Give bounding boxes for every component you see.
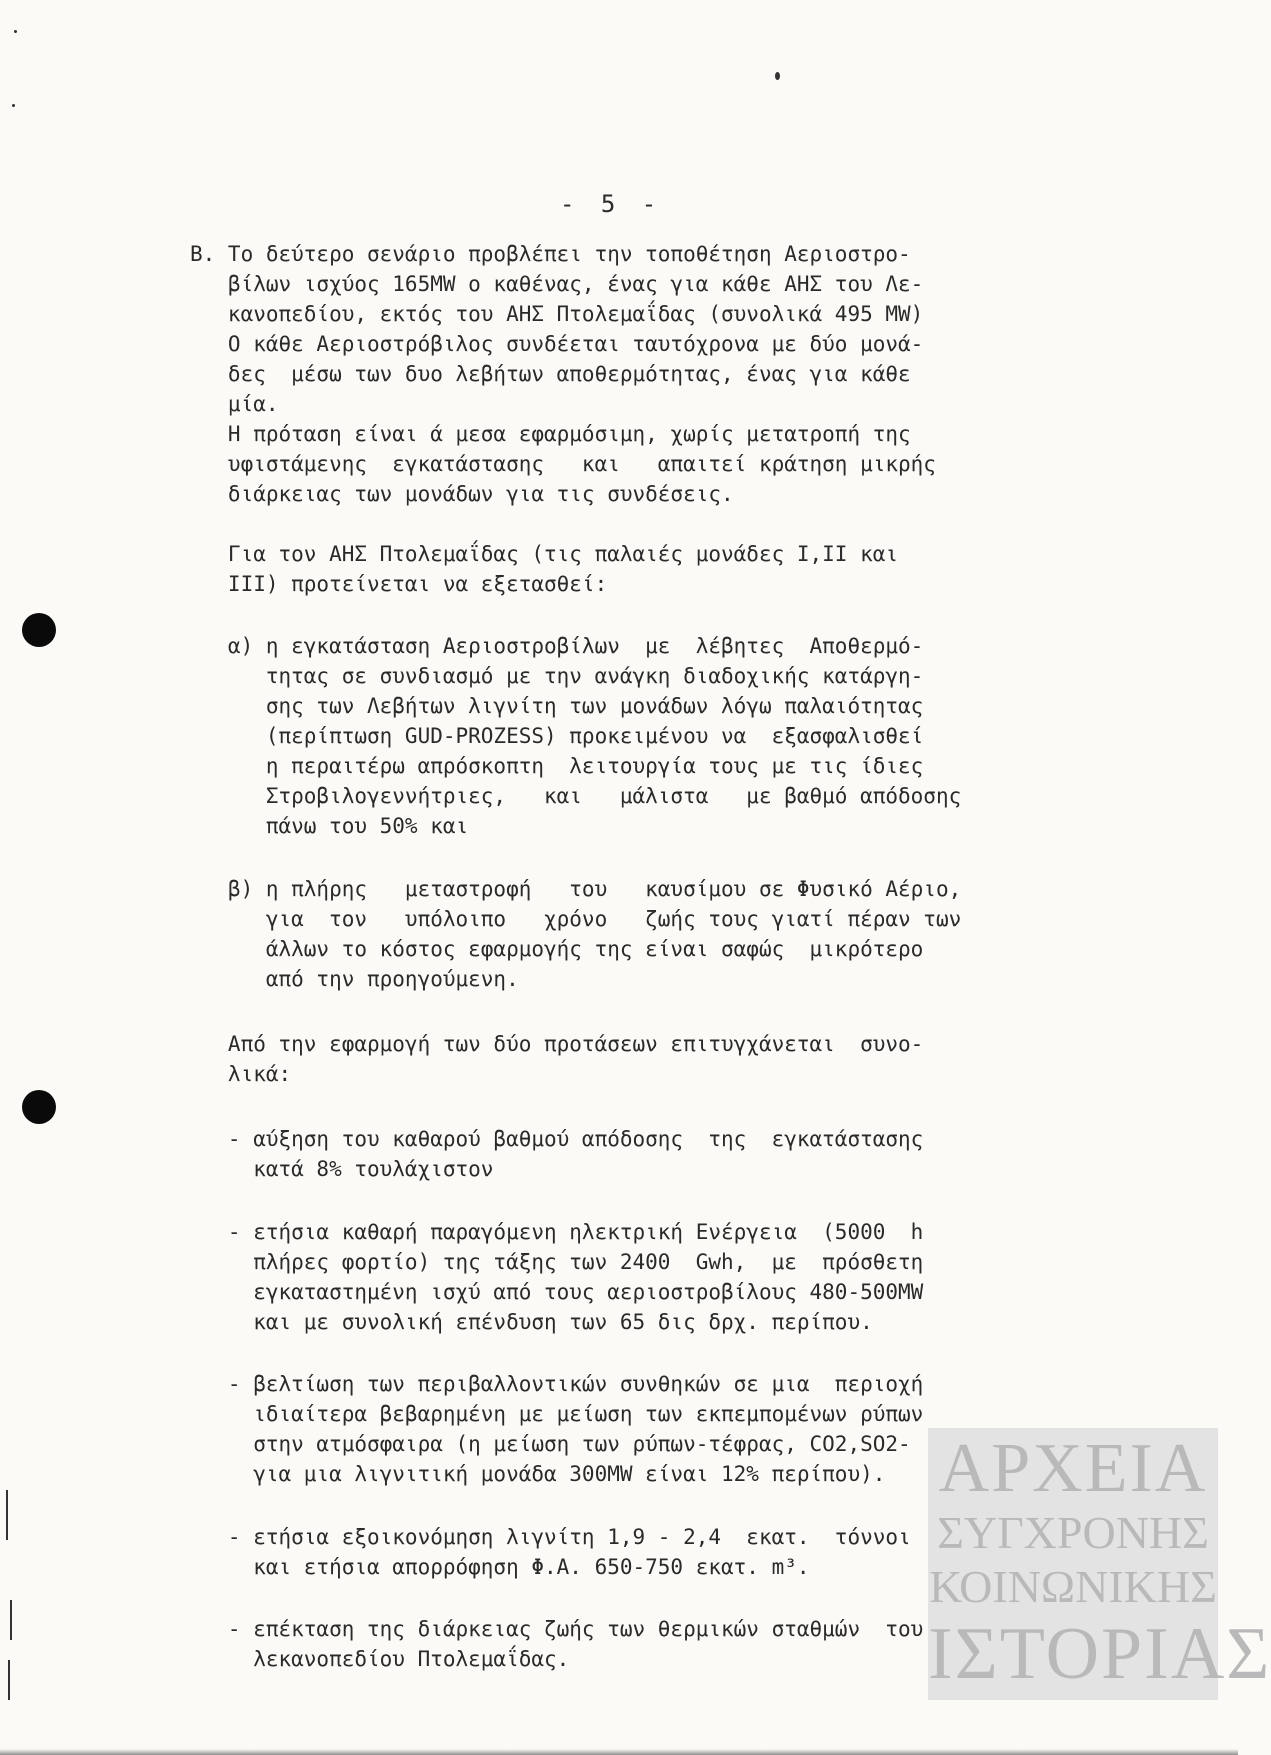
- text-line: β) η πλήρης μεταστροφή του καυσίμου σε Φυσικό Αέριο,: [190, 877, 962, 901]
- text-line: άλλων το κόστος εφαρμογής της είναι σαφώς μικρότερο: [190, 937, 924, 961]
- stamp-line: ΚΟΙΝΩΝΙΚΗΣ: [929, 1561, 1217, 1612]
- text-line: και με συνολική επένδυση των 65 δις δρχ. περίπου.: [190, 1310, 873, 1334]
- text-line: μία.: [190, 392, 279, 416]
- text-line: για τον υπόλοιπο χρόνο ζωής τους γιατί πέραν των: [190, 907, 962, 931]
- text-line: λεκανοπεδίου Πτολεμαΐδας.: [190, 1647, 570, 1671]
- speck: [12, 104, 15, 107]
- text-line: πάνω του 50% και: [190, 814, 469, 838]
- text-line: (περίπτωση GUD-PROZESS) προκειμένου να εξασφαλισθεί: [190, 724, 924, 748]
- edge-mark: [8, 1660, 10, 1700]
- text-line: εγκαταστημένη ισχύ από τους αεριοστροβίλους 480-500MW: [190, 1280, 924, 1304]
- speck: [14, 30, 17, 33]
- text-line: - ετήσια εξοικονόμηση λιγνίτη 1,9 - 2,4 εκατ. τόννοι: [190, 1525, 911, 1549]
- text-line: από την προηγούμενη.: [190, 967, 519, 991]
- edge-mark: [10, 1600, 12, 1640]
- text-line: πλήρες φορτίο) της τάξης των 2400 Gwh, με πρόσθετη: [190, 1250, 924, 1274]
- text-line: η περαιτέρω απρόσκοπτη λειτουργία τους με τις ίδιες: [190, 754, 924, 778]
- page-number: - 5 -: [560, 190, 663, 218]
- text-line: Στροβιλογεννήτριες, και μάλιστα με βαθμό απόδοσης: [190, 784, 962, 808]
- text-line: και ετήσια απορρόφηση Φ.Α. 650-750 εκατ. m³.: [190, 1555, 810, 1579]
- stamp-line: ΑΡΧΕΙΑ: [938, 1430, 1208, 1507]
- text-line: κατά 8% τουλάχιστον: [190, 1157, 494, 1181]
- scan-edge: [0, 1749, 1238, 1755]
- text-line: ιδιαίτερα βεβαρημένη με μείωση των εκπεμπομένων ρύπων: [190, 1402, 924, 1426]
- text-line: κανοπεδίου, εκτός του ΑΗΣ Πτολεμαΐδας (συνολικά 495 MW): [190, 302, 924, 326]
- text-line: Για τον ΑΗΣ Πτολεμαΐδας (τις παλαιές μονάδες Ι,ΙΙ και: [190, 542, 899, 566]
- text-line: Β. Το δεύτερο σενάριο προβλέπει την τοποθέτηση Αεριοστρο-: [190, 242, 911, 266]
- text-line: βίλων ισχύος 165MW ο καθένας, ένας για κάθε ΑΗΣ του Λε-: [190, 272, 924, 296]
- text-line: λικά:: [190, 1062, 292, 1086]
- text-line: - αύξηση του καθαρού βαθμού απόδοσης της εγκατάστασης: [190, 1127, 924, 1151]
- text-line: Από την εφαρμογή των δύο προτάσεων επιτυγχάνεται συνο-: [190, 1032, 924, 1056]
- text-line: - βελτίωση των περιβαλλοντικών συνθηκών σε μια περιοχή: [190, 1372, 924, 1396]
- text-line: τητας σε συνδιασμό με την ανάγκη διαδοχικής κατάργη-: [190, 664, 924, 688]
- text-line: σης των Λεβήτων λιγνίτη των μονάδων λόγω παλαιότητας: [190, 694, 924, 718]
- text-line: Η πρόταση είναι ά μεσα εφαρμόσιμη, χωρίς μετατροπή της: [190, 422, 911, 446]
- archive-stamp: [928, 1428, 1271, 1700]
- punch-hole: [22, 613, 56, 647]
- text-line: Ο κάθε Αεριοστρόβιλος συνδέεται ταυτόχρονα με δύο μονά-: [190, 332, 924, 356]
- text-line: α) η εγκατάσταση Αεριοστροβίλων με λέβητες Αποθερμό-: [190, 634, 924, 658]
- stamp-line: ΙΣΤΟΡΙΑΣ: [928, 1613, 1271, 1695]
- edge-mark: [6, 1490, 8, 1540]
- text-line: διάρκειας των μονάδων για τις συνδέσεις.: [190, 482, 734, 506]
- text-line: - επέκταση της διάρκειας ζωής των θερμικών σταθμών του: [190, 1617, 924, 1641]
- punch-hole: [22, 1090, 56, 1124]
- text-line: δες μέσω των δυο λεβήτων αποθερμότητας, ένας για κάθε: [190, 362, 911, 386]
- text-line: ΙΙΙ) προτείνεται να εξετασθεί:: [190, 572, 608, 596]
- stamp-line: ΣΥΓΧΡΟΝΗΣ: [937, 1507, 1209, 1558]
- text-line: - ετήσια καθαρή παραγόμενη ηλεκτρική Ενέργεια (5000 h: [190, 1220, 924, 1244]
- text-line: υφιστάμενης εγκατάστασης και απαιτεί κράτηση μικρής: [190, 452, 936, 476]
- text-line: για μια λιγνιτική μονάδα 300MW είναι 12% περίπου).: [190, 1462, 886, 1486]
- text-line: στην ατμόσφαιρα (η μείωση των ρύπων-τέφρας, CO2,SO2-: [190, 1432, 911, 1456]
- speck: [775, 72, 780, 80]
